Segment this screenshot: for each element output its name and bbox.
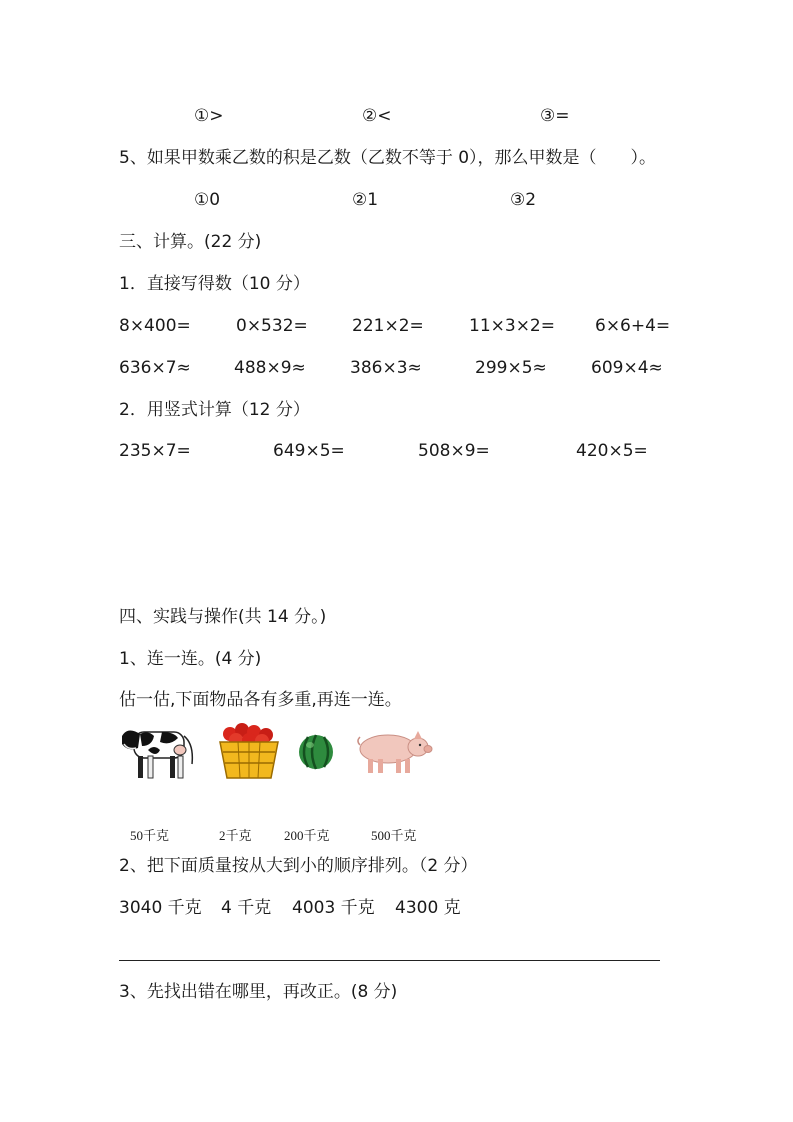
mass-item-4: 4300 克 <box>395 898 461 918</box>
vertical-calc-1: 235×7= <box>119 441 191 461</box>
cow-icon <box>118 720 200 782</box>
calc-r1-c3: 221×2= <box>352 316 424 336</box>
calc-r1-c5: 6×6+4= <box>595 316 671 336</box>
pig-icon <box>356 727 434 775</box>
vertical-calc-4: 420×5= <box>576 441 648 461</box>
section4-q1-title: 1、连一连。(4 分) <box>119 649 262 669</box>
estimate-r2-c3: 386×3≈ <box>350 358 422 378</box>
weight-label-1: 50千克 <box>130 828 170 843</box>
calc-r1-c2: 0×532= <box>236 316 308 336</box>
estimate-r2-c2: 488×9≈ <box>234 358 306 378</box>
q4-option-3: ③= <box>540 106 570 126</box>
section3-title: 三、计算。(22 分) <box>119 232 262 252</box>
calc-r1-c1: 8×400= <box>119 316 191 336</box>
section4-q3-title: 3、先找出错在哪里，再改正。(8 分) <box>119 982 398 1002</box>
mass-item-2: 4 千克 <box>221 898 272 918</box>
watermelon-icon <box>297 733 335 771</box>
weight-label-2: 2千克 <box>219 828 252 843</box>
mass-item-3: 4003 千克 <box>292 898 375 918</box>
answer-line[interactable] <box>119 960 660 961</box>
estimate-r2-c5: 609×4≈ <box>591 358 663 378</box>
vertical-calc-2: 649×5= <box>273 441 345 461</box>
section4-title: 四、实践与操作(共 14 分。) <box>119 607 327 627</box>
section4-q2-title: 2、把下面质量按从大到小的顺序排列。（2 分） <box>119 856 478 876</box>
section3-part1-title: 1．直接写得数（10 分） <box>119 274 310 294</box>
q5-text: 5、如果甲数乘乙数的积是乙数（乙数不等于 0），那么甲数是（ ）。 <box>119 148 657 168</box>
calc-r1-c4: 11×3×2= <box>469 316 555 336</box>
weight-label-3: 200千克 <box>284 828 330 843</box>
estimate-r2-c1: 636×7≈ <box>119 358 191 378</box>
estimate-r2-c4: 299×5≈ <box>475 358 547 378</box>
vertical-calc-3: 508×9= <box>418 441 490 461</box>
q5-option-1: ①0 <box>194 190 221 210</box>
weight-label-4: 500千克 <box>371 828 417 843</box>
section3-part2-title: 2．用竖式计算（12 分） <box>119 400 310 420</box>
mass-item-1: 3040 千克 <box>119 898 202 918</box>
q4-option-1: ①> <box>194 106 224 126</box>
q4-option-2: ②< <box>362 106 392 126</box>
q5-option-2: ②1 <box>352 190 379 210</box>
q5-option-3: ③2 <box>510 190 537 210</box>
section4-q1-instruction: 估一估,下面物品各有多重,再连一连。 <box>119 690 402 710</box>
apple-basket-icon <box>218 722 280 780</box>
